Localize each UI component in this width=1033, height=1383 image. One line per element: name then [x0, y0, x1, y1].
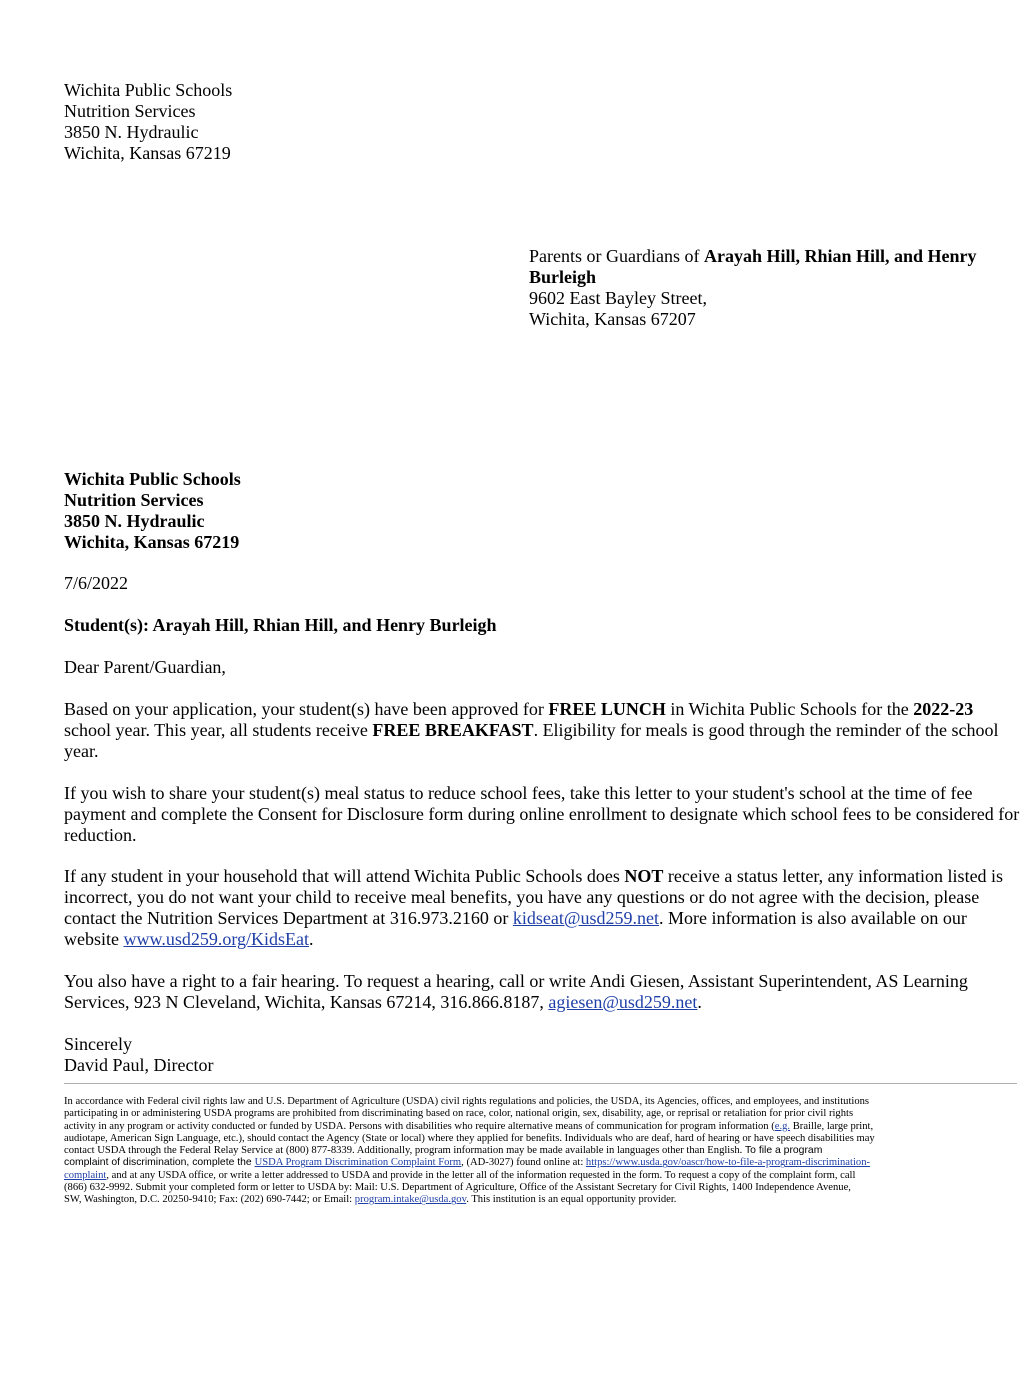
contact-paragraph: [64, 866, 1024, 950]
footer-divider: [64, 1083, 1017, 1084]
hearing-text: .: [697, 992, 702, 1012]
nondiscrimination-statement: [64, 1096, 1016, 1207]
footer-text: complaint of discrimination, complete the: [64, 1157, 255, 1169]
recipient-prefix: Parents or Guardians of: [529, 246, 704, 266]
footer-line: audiotape, American Sign Language, etc.), should contact the Agency (State or local) where they applied for benefits. Individuals who are deaf, hard of hearing or have speech disabilities may: [64, 1132, 875, 1144]
footer-line: [64, 1157, 1016, 1169]
letterhead-department: Nutrition Services: [64, 490, 204, 510]
footer-text: Braille, large print,: [790, 1120, 874, 1132]
sender-department: Nutrition Services: [64, 101, 196, 121]
fee-reduction-paragraph: If you wish to share your student(s) meal status to reduce school fees, take this letter to your student's school at the time of fee payment and complete the Consent for Disclosure form during online enrollment to designate which school fees to be considered for reduction.: [64, 783, 1020, 845]
footer-text: contact USDA through the Federal Relay Service at (800) 877-8339. Additionally, program information may be made available in languages other than English.: [64, 1145, 745, 1157]
approval-text: in Wichita Public Schools for the: [665, 699, 914, 719]
not-emphasis: NOT: [624, 866, 664, 886]
greeting: Dear Parent/Guardian,: [64, 657, 226, 677]
students-line: Student(s): Arayah Hill, Rhian Hill, and Henry Burleigh: [64, 615, 497, 635]
approval-paragraph: [64, 699, 1024, 762]
contact-text: receive a status letter, any information listed is incorrect, you do not want your child to receive meal benefits, you have any questions or do not agree with the decision, please contact the Nutrition Services Department at 316.973.2160 or: [64, 866, 1004, 928]
free-lunch-emphasis: FREE LUNCH: [548, 699, 666, 719]
signer: David Paul, Director: [64, 1055, 214, 1075]
letterhead-address: [64, 469, 241, 553]
approval-text: Based on your application, your student(s) have been approved for: [64, 699, 549, 719]
recipient-street: 9602 East Bayley Street,: [529, 288, 707, 308]
hearing-paragraph: [64, 971, 1024, 1013]
school-year-emphasis: 2022-23: [913, 699, 974, 719]
contact-text: .: [308, 929, 314, 949]
program-intake-email-link[interactable]: program.intake@usda.gov: [354, 1194, 467, 1206]
recipient-line: [529, 246, 1019, 288]
usda-url-link-continued[interactable]: complaint: [64, 1169, 107, 1181]
letterhead-name: Wichita Public Schools: [64, 469, 241, 489]
recipient-names: Arayah Hill, Rhian Hill, and Henry Burleigh: [529, 246, 977, 287]
footer-line: (866) 632-9992. Submit your completed form or letter to USDA by: Mail: U.S. Department of Agriculture, Office of the Assistant Secretary for Civil Rights, 1400 Independence Avenue,: [64, 1182, 851, 1194]
complaint-form-link[interactable]: USDA Program Discrimination Complaint Form: [254, 1157, 462, 1169]
contact-text: If any student in your household that will attend Wichita Public Schools does: [64, 866, 625, 886]
contact-text: . More information is also available on our website: [64, 908, 967, 949]
letterhead-city: Wichita, Kansas 67219: [64, 532, 240, 552]
letter-date: 7/6/2022: [64, 573, 129, 593]
sender-name: Wichita Public Schools: [64, 80, 233, 100]
letterhead-street: 3850 N. Hydraulic: [64, 511, 205, 531]
agiesen-email-link[interactable]: agiesen@usd259.net: [548, 992, 698, 1012]
footer-line: [64, 1121, 1016, 1133]
footer-text: activity in any program or activity conducted or funded by USDA. Persons with disabilities who require alternative means of communication for program information (: [64, 1120, 775, 1132]
footer-text: , (AD-3027) found online at:: [461, 1157, 586, 1169]
usda-url-link[interactable]: https://www.usda.gov/oascr/how-to-file-a-program-discrimination-: [585, 1157, 871, 1169]
footer-line: In accordance with Federal civil rights law and U.S. Department of Agriculture (USDA) civil rights regulations and policies, the USDA, its Agencies, offices, and employees, and institutions: [64, 1096, 870, 1107]
footer-line: participating in or administering USDA programs are prohibited from discriminating based on race, color, national origin, sex, disability, age, or reprisal or retaliation for prior civil rights: [64, 1108, 854, 1120]
recipient-address: [529, 246, 1019, 330]
website-link[interactable]: www.usd259.org/KidsEat: [123, 929, 309, 949]
sender-street: 3850 N. Hydraulic: [64, 122, 199, 142]
closing: [64, 1034, 213, 1076]
approval-text: school year. This year, all students receive: [64, 720, 373, 740]
sender-address: [64, 80, 232, 164]
closing-word: Sincerely: [64, 1034, 132, 1054]
footer-line: [64, 1145, 1016, 1157]
footer-text: SW, Washington, D.C. 20250-9410; Fax: (202) 690-7442; or Email:: [64, 1194, 355, 1206]
sender-city: Wichita, Kansas 67219: [64, 143, 231, 163]
eg-link[interactable]: e.g.: [774, 1120, 791, 1132]
approval-text: . Eligibility for meals is good through the reminder of the school year.: [64, 720, 999, 761]
free-breakfast-emphasis: FREE BREAKFAST: [372, 720, 534, 740]
footer-text: . This institution is an equal opportunity provider.: [466, 1194, 677, 1206]
footer-line: [64, 1170, 1016, 1182]
footer-text: , and at any USDA office, or write a letter addressed to USDA and provide in the letter all of the information requested in the form. To request a copy of the complaint form, call: [106, 1169, 856, 1181]
hearing-text: You also have a right to a fair hearing. To request a hearing, call or write Andi Giesen, Assistant Superintendent, AS Learning Services, 923 N Cleveland, Wichita, Kansas 67214, 316.866.8187,: [64, 971, 968, 1012]
recipient-city: Wichita, Kansas 67207: [529, 309, 696, 329]
footer-line: [64, 1194, 1016, 1206]
kidseat-email-link[interactable]: kidseat@usd259.net: [512, 908, 659, 928]
footer-text: To file a program: [744, 1145, 823, 1157]
